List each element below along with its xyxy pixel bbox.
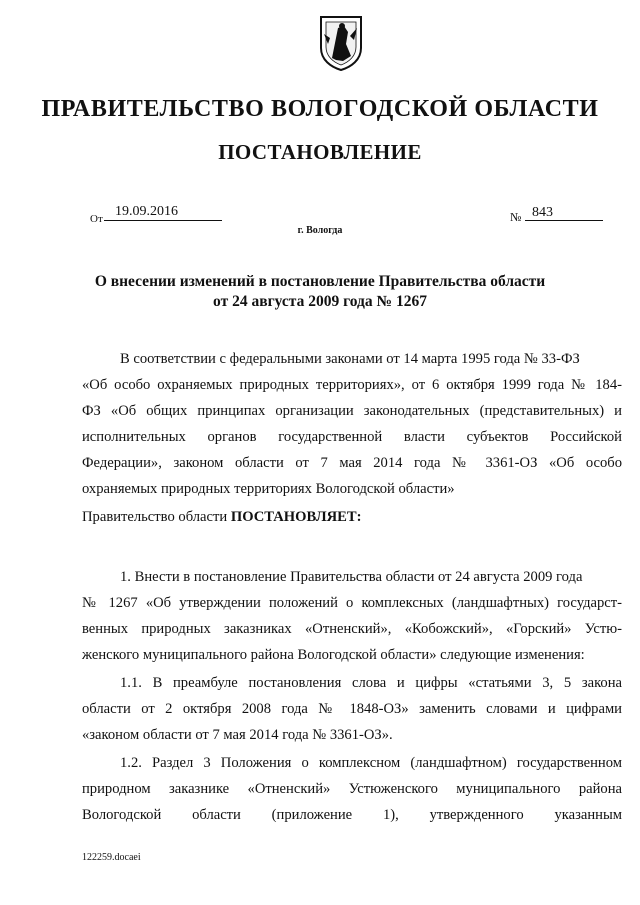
file-reference: 122259.docaei — [82, 852, 141, 863]
paragraph-2-line-3: венных природных заказниках «Отненский», «Кобожский», «Горский» Устю- — [82, 621, 622, 637]
paragraph-2-line-2: № 1267 «Об утверждении положений о комплексных (ландшафтных) государст- — [82, 595, 622, 611]
paragraph-4-line-2: природном заказнике «Отненский» Устюженского муниципального района — [82, 781, 622, 797]
city: г. Вологда — [297, 225, 343, 236]
number-prefix: № — [510, 210, 522, 224]
document-number: 843 — [532, 205, 553, 220]
paragraph-4-line-1: 1.2. Раздел 3 Положения о комплексном (ландшафтном) государственном — [120, 755, 622, 771]
document-subject — [0, 272, 640, 312]
government-title: ПРАВИТЕЛЬСТВО ВОЛОГОДСКОЙ ОБЛАСТИ — [41, 96, 599, 122]
paragraph-1-line-2: «Об особо охраняемых природных территориях», от 6 октября 1999 года № 184- — [82, 377, 622, 393]
paragraph-1-line-6: охраняемых природных территориях Вологодской области» — [82, 481, 455, 497]
resolve-prefix: Правительство области — [82, 509, 231, 525]
paragraph-1-line-3: ФЗ «Об общих принципах организации законодательных (представительных) и — [82, 403, 622, 419]
document-type: ПОСТАНОВЛЕНИЕ — [218, 140, 422, 164]
paragraph-1-line-5: Федерации», законом области от 7 мая 2014 года № 3361-ОЗ «Об особо — [82, 455, 622, 471]
paragraph-3-line-1: 1.1. В преамбуле постановления слова и цифры «статьями 3, 5 закона — [120, 675, 622, 691]
paragraph-4-line-3: Вологодской области (приложение 1), утвержденного указанным — [82, 807, 622, 823]
number-underline — [525, 220, 603, 221]
date-prefix: От — [90, 213, 103, 225]
paragraph-2-line-4: женского муниципального района Вологодской области» следующие изменения: — [82, 647, 585, 663]
paragraph-1-line-4: исполнительных органов государственной власти субъектов Российской — [82, 429, 622, 445]
resolve-keyword: ПОСТАНОВЛЯЕТ: — [230, 509, 362, 525]
paragraph-3-line-2: области от 2 октября 2008 года № 1848-ОЗ» заменить словами и цифрами — [82, 701, 622, 717]
subject-line-2: от 24 августа 2009 года № 1267 — [213, 293, 427, 310]
date-underline — [104, 220, 222, 221]
paragraph-3-line-3: «законом области от 7 мая 2014 года № 3361-ОЗ». — [82, 727, 393, 743]
subject-line-1: О внесении изменений в постановление Правительства области — [94, 273, 546, 290]
paragraph-2-line-1: 1. Внести в постановление Правительства области от 24 августа 2009 года — [120, 569, 583, 585]
document-date: 19.09.2016 — [115, 204, 178, 219]
coat-of-arms-icon — [318, 14, 364, 72]
paragraph-1-line-1: В соответствии с федеральными законами от 14 марта 1995 года № 33-ФЗ — [120, 351, 580, 367]
resolve-line — [82, 504, 622, 530]
